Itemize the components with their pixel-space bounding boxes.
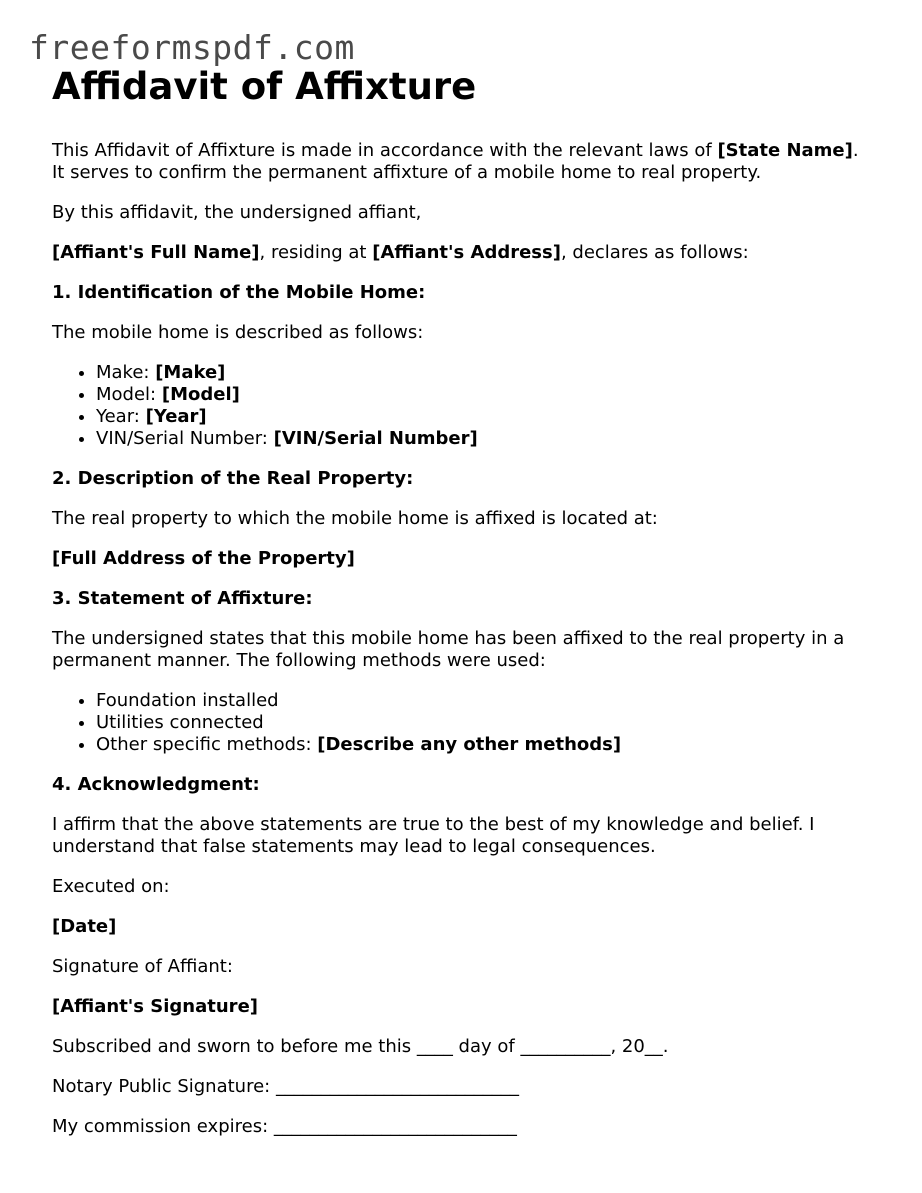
affiant-address-placeholder: [Affiant's Address] (372, 242, 561, 263)
signature-placeholder: [Affiant's Signature] (52, 996, 258, 1017)
declares-text: , declares as follows: (560, 242, 749, 263)
vin-placeholder: [VIN/Serial Number] (273, 428, 478, 449)
section1-heading: 1. Identification of the Mobile Home: (52, 282, 426, 303)
section2-heading: 2. Description of the Real Property: (52, 468, 414, 489)
model-label: Model: (96, 384, 162, 405)
document-body (52, 64, 882, 1156)
list-item (96, 428, 882, 450)
list-item (96, 406, 882, 428)
other-methods-placeholder: [Describe any other methods] (317, 734, 622, 755)
watermark-text: freeformspdf.com (29, 28, 355, 67)
document-title: Affidavit of Affixture (52, 65, 477, 108)
intro-text-3: It serves to confirm the permanent affixture of a mobile home to real property. (52, 162, 762, 183)
residing-text: , residing at (259, 242, 373, 263)
make-label: Make: (96, 362, 156, 383)
year-label: Year: (96, 406, 146, 427)
intro-text-2: . (852, 140, 859, 161)
section4-heading: 4. Acknowledgment: (52, 774, 260, 795)
make-placeholder: [Make] (155, 362, 226, 383)
other-methods-label: Other specific methods: (96, 734, 318, 755)
affixture-methods-list (52, 690, 882, 756)
by-affidavit-paragraph: By this affidavit, the undersigned affiant, (52, 202, 422, 223)
intro-paragraph (52, 140, 882, 184)
state-name-placeholder: [State Name] (717, 140, 853, 161)
vin-label: VIN/Serial Number: (96, 428, 274, 449)
signature-label: Signature of Affiant: (52, 956, 233, 977)
intro-text-1: This Affidavit of Affixture is made in accordance with the relevant laws of (52, 140, 718, 161)
list-item: • Foundation installed (96, 690, 882, 712)
section2-intro: The real property to which the mobile home is affixed is located at: (52, 508, 658, 529)
affiant-paragraph (52, 242, 882, 264)
mobile-home-details-list (52, 362, 882, 450)
notary-signature-line: Notary Public Signature: ___________________________ (52, 1076, 519, 1097)
sworn-line: Subscribed and sworn to before me this ____ day of __________, 20__. (52, 1036, 669, 1057)
section1-intro: The mobile home is described as follows: (52, 322, 424, 343)
list-item (96, 734, 882, 756)
list-item: • Utilities connected (96, 712, 882, 734)
date-placeholder: [Date] (52, 916, 117, 937)
affiant-name-placeholder: [Affiant's Full Name] (52, 242, 260, 263)
year-placeholder: [Year] (145, 406, 207, 427)
commission-expires-line: My commission expires: ___________________________ (52, 1116, 517, 1137)
model-placeholder: [Model] (161, 384, 240, 405)
section3-intro: The undersigned states that this mobile home has been affixed to the real property in a permanent manner. The following methods were used: (52, 628, 845, 671)
property-address-placeholder: [Full Address of the Property] (52, 548, 355, 569)
list-item (96, 384, 882, 406)
section3-heading: 3. Statement of Affixture: (52, 588, 313, 609)
list-item (96, 362, 882, 384)
executed-on-label: Executed on: (52, 876, 170, 897)
acknowledgment-text: I affirm that the above statements are true to the best of my knowledge and belief. I understand that false statements may lead to legal consequences. (52, 814, 815, 857)
